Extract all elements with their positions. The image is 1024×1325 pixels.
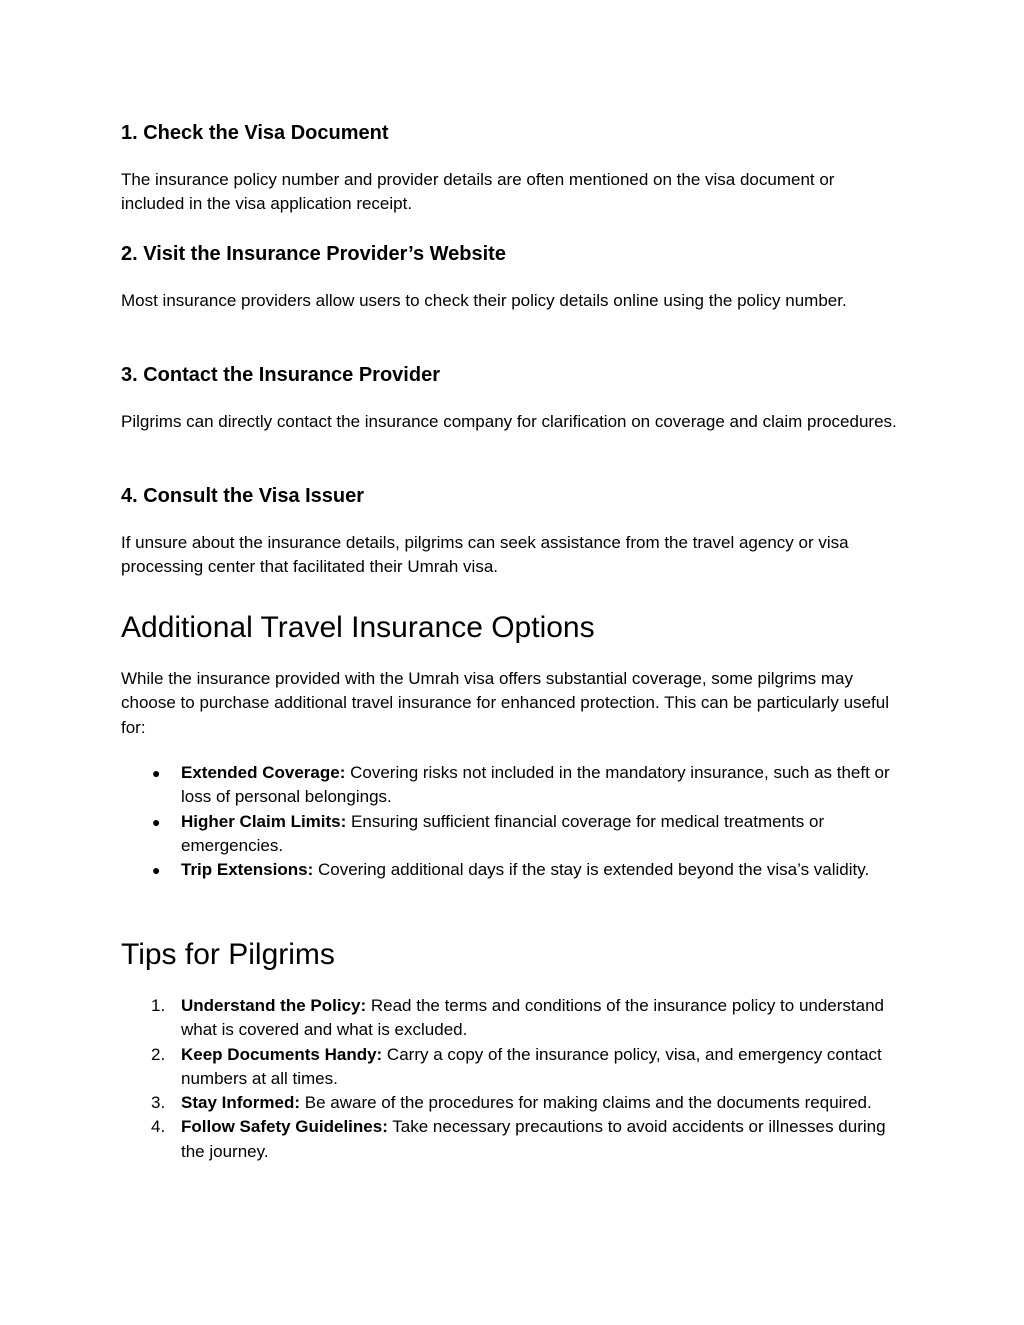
item-description: Carry a copy of the insurance policy, visa, and emergency contact numbers at all times. bbox=[181, 1044, 882, 1088]
section-text-contact-provider: Pilgrims can directly contact the insurance company for clarification on coverage and claim procedures. bbox=[121, 412, 897, 431]
item-description: Be aware of the procedures for making claims and the documents required. bbox=[300, 1093, 872, 1113]
tips-heading: Tips for Pilgrims bbox=[121, 938, 335, 971]
bullet-icon: ● bbox=[152, 813, 161, 830]
item-description: Ensuring sufficient financial coverage for medical treatments or emergencies. bbox=[181, 811, 825, 855]
bullet-icon: ● bbox=[152, 862, 161, 879]
list-item bbox=[121, 858, 911, 882]
list-item bbox=[121, 761, 911, 810]
item-number: 4. bbox=[151, 1117, 166, 1137]
item-term: Trip Extensions: bbox=[181, 860, 314, 880]
item-term: Keep Documents Handy: bbox=[181, 1044, 383, 1064]
item-description: Covering risks not included in the mandatory insurance, such as theft or loss of personal belongings. bbox=[181, 763, 890, 807]
item-term: Extended Coverage: bbox=[181, 763, 346, 782]
list-item bbox=[121, 1043, 911, 1092]
additional-options-heading: Additional Travel Insurance Options bbox=[121, 611, 595, 644]
list-item bbox=[121, 1091, 911, 1115]
additional-options-list bbox=[121, 761, 911, 882]
tips-list bbox=[121, 994, 911, 1164]
section-heading-consult-issuer: 4. Consult the Visa Issuer bbox=[121, 485, 365, 507]
item-description: Take necessary precautions to avoid accidents or illnesses during the journey. bbox=[181, 1117, 886, 1161]
section-text-consult-issuer: If unsure about the insurance details, pilgrims can seek assistance from the travel agency or visa processing center that facilitated their Umrah visa. bbox=[121, 533, 849, 577]
section-heading-visit-website: 2. Visit the Insurance Provider’s Website bbox=[121, 243, 506, 265]
section-heading-check-visa: 1. Check the Visa Document bbox=[121, 122, 389, 144]
list-item bbox=[121, 810, 911, 859]
section-text-visit-website: Most insurance providers allow users to check their policy details online using the policy number. bbox=[121, 291, 847, 310]
additional-options-intro: While the insurance provided with the Umrah visa offers substantial coverage, some pilgrims may choose to purchase additional travel insurance for enhanced protection. This can be particularly useful for: bbox=[121, 669, 889, 737]
item-description: Read the terms and conditions of the insurance policy to understand what is covered and what is excluded. bbox=[181, 996, 885, 1040]
section-text-check-visa: The insurance policy number and provider details are often mentioned on the visa document or included in the visa application receipt. bbox=[121, 170, 835, 214]
section-heading-contact-provider: 3. Contact the Insurance Provider bbox=[121, 364, 440, 386]
item-description: Covering additional days if the stay is extended beyond the visa’s validity. bbox=[313, 860, 870, 880]
item-number: 3. bbox=[151, 1093, 166, 1113]
item-number: 1. bbox=[151, 996, 166, 1015]
list-item bbox=[121, 1115, 911, 1164]
item-term: Follow Safety Guidelines: bbox=[181, 1117, 388, 1137]
list-item bbox=[121, 994, 911, 1043]
item-term: Stay Informed: bbox=[181, 1093, 301, 1113]
bullet-icon: ● bbox=[152, 765, 161, 781]
item-term: Understand the Policy: bbox=[181, 996, 367, 1015]
item-number: 2. bbox=[151, 1044, 166, 1064]
item-term: Higher Claim Limits: bbox=[181, 811, 347, 831]
